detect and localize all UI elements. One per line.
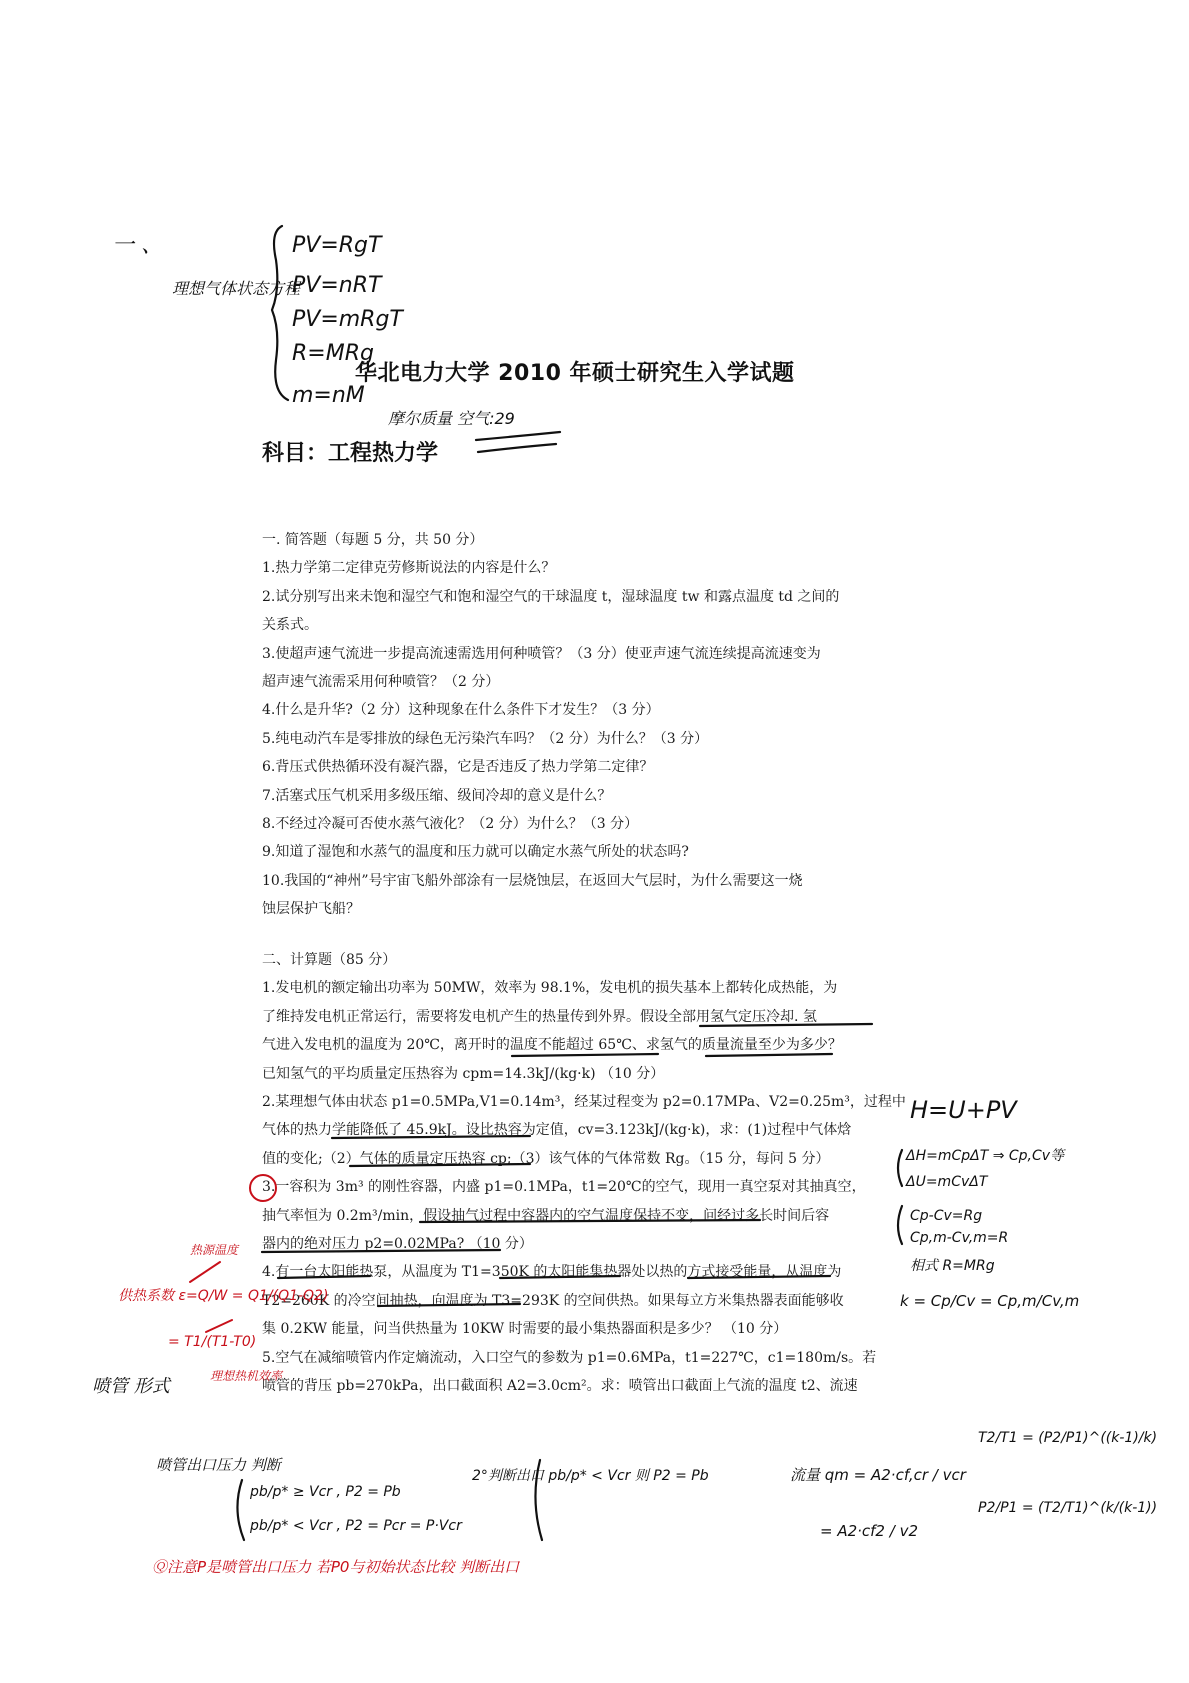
red-arrow-stroke [190, 1262, 232, 1332]
problem-line: 4.有一台太阳能热泵，从温度为 T1=350K 的太阳能集热器处以热的方式接受能量，从温度为 [262, 1264, 842, 1281]
problem-line: 5.空气在减缩喷管内作定熵流动，入口空气的参数为 p1=0.6MPa，t1=227℃，c1=180m/s。若 [262, 1349, 877, 1366]
brace-stroke [535, 1460, 542, 1540]
question-line: 3.使超声速气流进一步提高流速需选用何种喷管？（3 分）使亚声速气流连续提高流速变为 [262, 645, 821, 662]
problem-line: 1.发电机的额定输出功率为 50MW，效率为 98.1%，发电机的损失基本上都转化成热能，为 [262, 980, 838, 997]
question-line: 5.纯电动汽车是零排放的绿色无污染汽车吗？（2 分）为什么？（3 分） [262, 730, 709, 747]
hand-eq: 相式 R=MRg [910, 1258, 995, 1274]
hand-eq: 流量 qm = A2·cf,cr / vcr [790, 1466, 966, 1484]
hand-note: 摩尔质量 空气:29 [388, 409, 515, 428]
question-line: 4.什么是升华?（2 分）这种现象在什么条件下才发生？（3 分） [262, 702, 660, 719]
red-note: Ⓠ注意P是喷管出口压力 若P0与初始状态比较 判断出口 [152, 1558, 520, 1576]
problem-line: 气体的热力学能降低了 45.9kJ。设比热容为定值，cv=3.123kJ/(kg·k)，求：(1)过程中气体焓 [262, 1122, 852, 1139]
hand-eq: PV=mRgT [292, 307, 403, 332]
hand-eq: ΔH=mCpΔT ⇒ Cp,Cv等 [906, 1148, 1065, 1164]
problem-line: 3.一容积为 3m³ 的刚性容器，内盛 p1=0.1MPa，t1=20℃的空气，现用一真空泵对其抽真空， [262, 1179, 866, 1196]
brace-stroke [237, 1480, 244, 1540]
red-note: 理想热机效率 [210, 1369, 283, 1383]
question-line: 6.背压式供热循环没有凝汽器，它是否违反了热力学第二定律？ [262, 759, 654, 776]
section-calculation [262, 946, 906, 1401]
hand-eq: ΔU=mCvΔT [906, 1174, 988, 1190]
hand-note: 喷管出口压力 判断 [156, 1456, 281, 1474]
underline-stroke [476, 432, 560, 440]
hand-eq: PV=nRT [292, 273, 382, 298]
hand-eq: Cp-Cv=Rg [910, 1208, 983, 1224]
page-title: 华北电力大学 2010 年硕士研究生入学试题 [355, 361, 795, 386]
hand-eq: PV=RgT [292, 233, 382, 258]
hand-eq: = A2·cf2 / v2 [820, 1522, 918, 1540]
hand-eq: T2/T1 = (P2/P1)^((k-1)/k) [978, 1430, 1158, 1446]
question-line: 8.不经过冷凝可否使水蒸气液化？（2 分）为什么？（3 分） [262, 816, 639, 833]
problem-line: 气进入发电机的温度为 20℃，离开时的温度不能超过 65℃、求氢气的质量流量至少为多少？ [262, 1037, 842, 1054]
problem-line: 喷管的背压 pb=270kPa，出口截面积 A2=3.0cm²。求：喷管出口截面上气流的温度 t2、流速 [262, 1378, 858, 1395]
question-line: 7.活塞式压气机采用多级压缩、级间冷却的意义是什么？ [262, 787, 612, 804]
question-line: 关系式。 [262, 617, 318, 634]
problem-line: 2.某理想气体由状态 p1=0.5MPa,V1=0.14m³，经某过程变为 p2=0.17MPa、V2=0.25m³，过程中 [262, 1094, 906, 1111]
problem-line: 抽气率恒为 0.2m³/min，假设抽气过程中容器内的空气温度保持不变，问经过多长时间后容 [262, 1207, 830, 1224]
hand-eq: m=nM [292, 383, 365, 408]
hand-eq: 2°判断出口 pb/p* < Vcr 则 P2 = Pb [472, 1468, 709, 1484]
problem-line: 值的变化;（2）气体的质量定压热容 cp;（3）该气体的气体常数 Rg。（15 分，每问 5 分） [262, 1150, 830, 1167]
hand-eq: P2/P1 = (T2/T1)^(k/(k-1)) [978, 1500, 1158, 1516]
section-heading: 一. 简答题（每题 5 分，共 50 分） [262, 532, 484, 548]
red-note: 供热系数 ε=Q/W = Q1/(Q1-Q2) [118, 1288, 329, 1304]
red-note: = T1/(T1-T0) [168, 1334, 257, 1350]
underline-stroke [478, 444, 556, 452]
hand-eq: pb/p* ≥ Vcr , P2 = Pb [250, 1484, 401, 1500]
hand-eq: k = Cp/Cv = Cp,m/Cv,m [900, 1292, 1080, 1310]
hand-dash: 一 、 [112, 233, 163, 258]
question-line: 9.知道了湿饱和水蒸气的温度和压力就可以确定水蒸气所处的状态吗? [262, 844, 689, 861]
question-line: 2.试分别写出来未饱和湿空气和饱和湿空气的干球温度 t，湿球温度 tw 和露点温度 td 之间的 [262, 588, 840, 605]
section-heading: 二、计算题（85 分） [262, 952, 397, 968]
subject-line: 科目：工程热力学 [262, 441, 439, 466]
hand-eq: R=MRg [292, 341, 374, 366]
problem-line: 器内的绝对压力 p2=0.02MPa? （10 分） [262, 1236, 533, 1253]
section-short-answer [262, 526, 902, 924]
problem-line: 已知氢气的平均质量定压热容为 cpm=14.3kJ/(kg·k) （10 分） [262, 1065, 665, 1082]
question-line: 1.热力学第二定律克劳修斯说法的内容是什么？ [262, 560, 556, 577]
problem-line: 集 0.2KW 能量，问当供热量为 10KW 时需要的最小集热器面积是多少？ （10 分） [262, 1321, 788, 1338]
question-line: 10.我国的“神州”号宇宙飞船外部涂有一层烧蚀层，在返回大气层时，为什么需要这一烧 [262, 872, 803, 889]
question-line: 超声速气流需采用何种喷管？（2 分） [262, 674, 500, 691]
problem-line: T2=260K 的冷空间抽热，向温度为 T3=293K 的空间供热。如果每立方米集热器表面能够收 [262, 1292, 844, 1309]
problem-line: 了维持发电机正常运行，需要将发电机产生的热量传到外界。假设全部用氢气定压冷却. 氢 [262, 1008, 817, 1025]
hand-eq: pb/p* < Vcr , P2 = Pcr = P·Vcr [250, 1518, 462, 1534]
hand-label-ideal-gas: 理想气体状态方程 [172, 279, 301, 298]
hand-eq: H=U+PV [910, 1096, 1017, 1124]
brace-stroke [272, 226, 288, 400]
question-line: 蚀层保护飞船？ [262, 901, 360, 918]
hand-eq: Cp,m-Cv,m=R [910, 1230, 1009, 1246]
hand-note: 喷管 形式 [92, 1376, 170, 1397]
red-note: 热源温度 [190, 1243, 239, 1257]
